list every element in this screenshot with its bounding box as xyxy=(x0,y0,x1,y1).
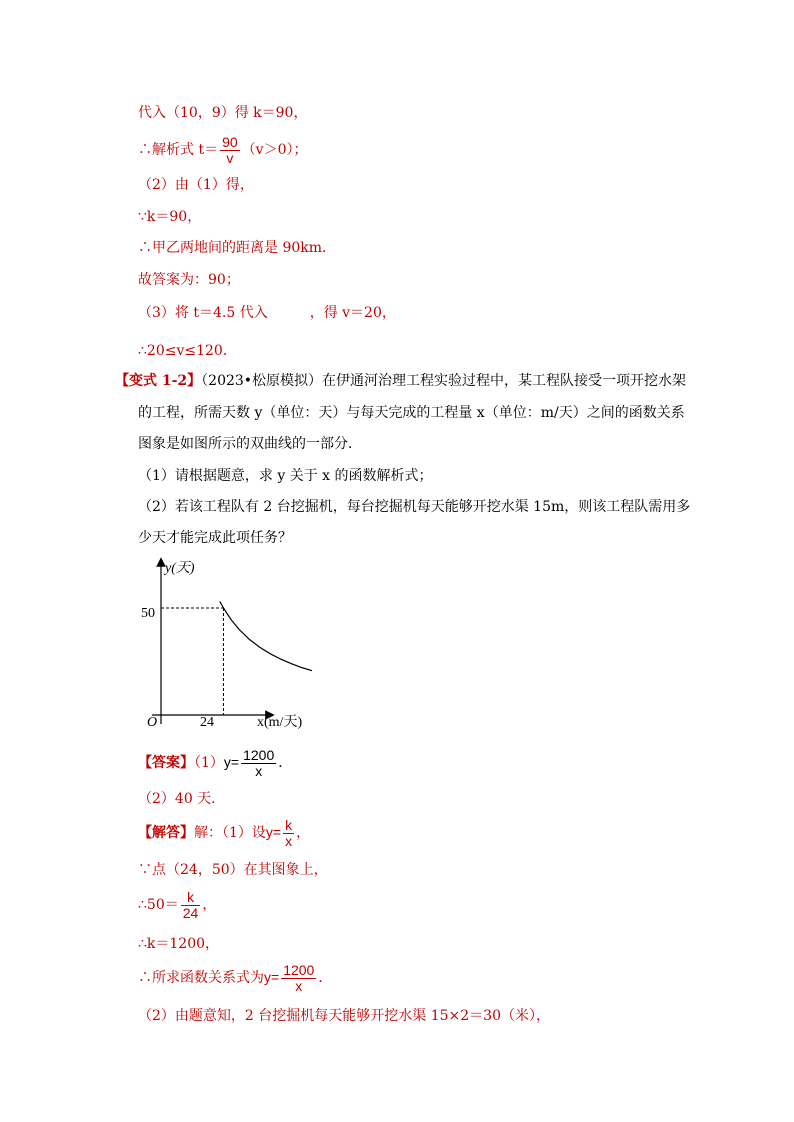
solution-step-5-prefix: ∴所求函数关系式为 xyxy=(138,970,264,986)
solution-step-5-lhs: y= xyxy=(264,969,280,985)
solution-line-2-prefix: ∴解析式 t＝ xyxy=(138,142,219,158)
answer-line-2: （2）40 天． xyxy=(138,791,226,807)
fraction-numerator: 1200 xyxy=(243,746,275,763)
x-tick-label-24: 24 xyxy=(200,715,214,730)
solution-step-2: ∵点（24，50）在其图象上， xyxy=(138,862,328,878)
solution-step-1 xyxy=(138,815,310,850)
fraction-denominator: x xyxy=(255,762,263,779)
hyperbola-curve xyxy=(220,601,312,670)
fraction-numerator: k xyxy=(181,890,201,906)
solution-tag: 【解答】 xyxy=(138,825,194,841)
fraction-denominator: x xyxy=(285,832,293,849)
solution-line-2-suffix: （v＞0）； xyxy=(241,142,308,158)
fraction-k-over-x xyxy=(283,818,294,849)
problem-line-1 xyxy=(115,371,686,391)
solution-step-1-end: ， xyxy=(296,825,311,841)
problem-line-2: 的工程，所需天数 y（单位：天）与每天完成的工程量 x（单位：m/天）之间的函数关系 xyxy=(138,405,685,421)
solution-step-3 xyxy=(138,888,216,922)
fraction-k-over-24 xyxy=(181,890,201,921)
fraction-numerator: k xyxy=(285,816,293,833)
answer-1-prefix: （1） xyxy=(194,755,224,771)
answer-tag: 【答案】 xyxy=(138,755,194,771)
solution-line-7: （3）将 t＝4.5 代入 ，得 v＝20， xyxy=(138,305,396,321)
solution-line-8: ∴20≤v≤120． xyxy=(138,343,237,359)
solution-step-3-end: ， xyxy=(202,897,217,913)
y-axis-label: y(天) xyxy=(165,561,195,576)
x-axis-label: x(m/天) xyxy=(257,715,303,730)
fraction-denominator: v xyxy=(226,149,234,166)
solution-step-5-end: ． xyxy=(318,970,333,986)
fraction-1200-over-x xyxy=(281,963,316,994)
fraction-90-over-v xyxy=(220,135,240,166)
variant-tag: 【变式 1-2】 xyxy=(115,373,202,389)
hyperbola-graph xyxy=(130,556,320,734)
solution-step-6: （2）由题意知，2 台挖掘机每天能够开挖水渠 15×2＝30（米）， xyxy=(138,1008,550,1024)
fraction-denominator: x xyxy=(295,977,303,994)
solution-line-2 xyxy=(138,133,307,167)
solution-step-5 xyxy=(138,960,332,995)
fraction-numerator: 90 xyxy=(222,133,238,150)
solution-line-3: （2）由（1）得， xyxy=(138,177,254,193)
answer-line-1 xyxy=(138,745,292,780)
problem-text-1: （2023•松原模拟）在伊通河治理工程实验过程中，某工程队接受一项开挖水架 xyxy=(201,373,687,389)
solution-step-1-lhs: y= xyxy=(265,824,282,840)
fraction-denominator: 24 xyxy=(182,904,199,921)
answer-1-end: ． xyxy=(278,755,293,771)
question-1: （1）请根据题意，求 y 关于 x 的函数解析式； xyxy=(138,468,433,484)
solution-line-4: ∵k＝90， xyxy=(138,209,202,225)
origin-label: O xyxy=(147,715,158,730)
solution-line-5: ∴甲乙两地间的距离是 90km． xyxy=(138,240,337,256)
y-tick-label-50: 50 xyxy=(141,606,155,621)
problem-line-3: 图象是如图所示的双曲线的一部分． xyxy=(138,436,362,452)
solution-step-4: ∴k＝1200， xyxy=(138,936,220,952)
solution-step-3-prefix: ∴50＝ xyxy=(138,897,179,913)
solution-line-6: 故答案为：90； xyxy=(138,272,240,288)
fraction-numerator: 1200 xyxy=(283,961,315,978)
answer-1-lhs: y= xyxy=(223,754,240,770)
solution-step-1-prefix: 解：（1）设 xyxy=(194,825,266,841)
question-2-line-1: （2）若该工程队有 2 台挖掘机，每台挖掘机每天能够开挖水渠 15m，则该工程队需用多 xyxy=(138,499,691,515)
solution-line-1: 代入（10，9）得 k＝90， xyxy=(138,105,308,121)
question-2-line-2: 少天才能完成此项任务？ xyxy=(138,530,292,546)
fraction-1200-over-x xyxy=(241,748,276,779)
